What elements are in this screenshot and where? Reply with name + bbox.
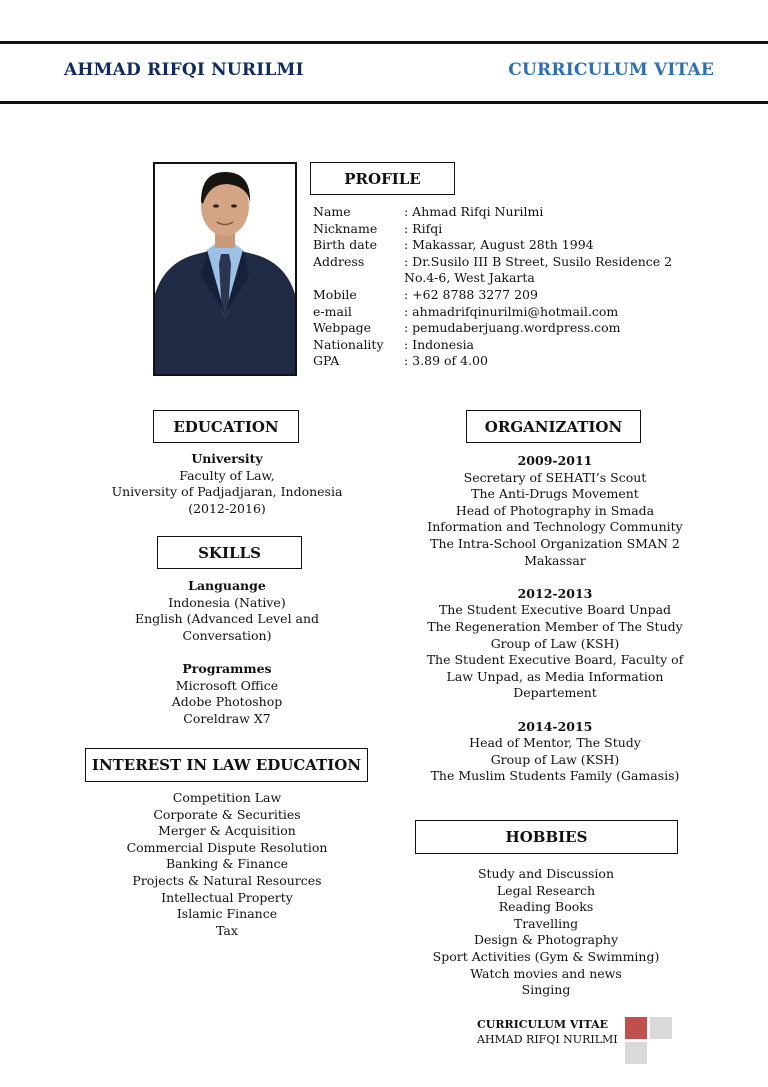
footer-square-red <box>625 1017 647 1039</box>
footer-square-grey <box>650 1017 672 1039</box>
portrait-illustration <box>155 164 295 374</box>
org-line: Makassar <box>524 552 586 568</box>
profile-row <box>313 237 674 254</box>
language-line: Conversation) <box>182 627 272 643</box>
profile-label: Nickname <box>313 220 378 236</box>
org-line: The Muslim Students Family (Gamasis) <box>430 768 680 784</box>
education-line: University of Padjadjaran, Indonesia <box>111 484 343 500</box>
profile-label: Birth date <box>313 237 378 253</box>
profile-row <box>313 221 674 238</box>
education-line: (2012-2016) <box>188 500 266 516</box>
org-line: Group of Law (KSH) <box>490 635 620 651</box>
org-line: The Intra-School Organization SMAN 2 <box>430 535 680 551</box>
language-line: Indonesia (Native) <box>168 594 286 610</box>
top-rule <box>0 41 768 44</box>
interest-line: Tax <box>216 922 238 938</box>
profile-row <box>313 353 674 370</box>
profile-row <box>313 270 674 287</box>
interest-line: Islamic Finance <box>176 906 278 922</box>
profile-heading: PROFILE <box>310 162 455 195</box>
profile-table <box>313 204 674 370</box>
hobby-line: Sport Activities (Gym & Swimming) <box>432 948 660 964</box>
interest-heading: INTEREST IN LAW EDUCATION <box>85 748 368 782</box>
profile-row <box>313 320 674 337</box>
organization-section <box>420 453 690 785</box>
footer-block <box>477 1017 618 1047</box>
footer-title: CURRICULUM VITAE <box>477 1018 609 1031</box>
education-heading: EDUCATION <box>153 410 299 443</box>
profile-row <box>313 254 674 271</box>
footer-name: AHMAD RIFQI NURILMI <box>477 1033 618 1046</box>
interest-line: Projects & Natural Resources <box>132 872 322 888</box>
programme-line: Adobe Photoshop <box>171 694 283 710</box>
profile-label: Webpage <box>313 320 372 336</box>
org-line: Information and Technology Community <box>427 519 683 535</box>
org-line: Secretary of SEHATI’s Scout <box>463 469 647 485</box>
programme-line: Microsoft Office <box>175 677 279 693</box>
header-bottom-rule <box>0 101 768 104</box>
profile-label: e-mail <box>313 303 352 319</box>
hobby-line: Singing <box>521 982 571 998</box>
hobby-line: Reading Books <box>498 899 594 915</box>
programme-line: Coreldraw X7 <box>183 710 271 726</box>
profile-value: : Ahmad Rifqi Nurilmi <box>404 204 544 219</box>
org-line: The Student Executive Board Unpad <box>438 602 672 618</box>
footer-square-grey <box>625 1042 647 1064</box>
org-line: The Anti-Drugs Movement <box>471 486 639 502</box>
interest-line: Corporate & Securities <box>153 806 301 822</box>
profile-row <box>313 304 674 321</box>
org-line: Departement <box>513 685 597 701</box>
profile-value: : Makassar, August 28th 1994 <box>404 237 594 253</box>
candidate-name: AHMAD RIFQI NURILMI <box>64 60 304 80</box>
profile-label: Name <box>313 204 351 219</box>
profile-value: : 3.89 of 4.00 <box>404 353 488 369</box>
interest-line: Banking & Finance <box>165 856 288 872</box>
profile-value: : +62 8788 3277 209 <box>404 286 538 302</box>
org-line: Law Unpad, as Media Information <box>446 668 664 684</box>
document-title: CURRICULUM VITAE <box>508 60 714 80</box>
interest-line: Competition Law <box>172 790 282 805</box>
profile-row <box>313 287 674 304</box>
org-line: Group of Law (KSH) <box>490 751 620 767</box>
profile-value: : Indonesia <box>404 336 475 352</box>
skills-heading: SKILLS <box>157 536 302 569</box>
hobbies-section <box>420 866 672 999</box>
interest-line: Merger & Acquisition <box>158 823 296 839</box>
hobby-line: Design & Photography <box>473 932 619 948</box>
profile-value: : Rifqi <box>404 220 443 236</box>
profile-value: : ahmadrifqinurilmi@hotmail.com <box>404 303 619 319</box>
profile-value: : Dr.Susilo III B Street, Susilo Residence 2 <box>404 253 673 269</box>
skills-section <box>100 578 354 727</box>
profile-label: GPA <box>313 353 340 369</box>
profile-label <box>313 270 404 287</box>
hobby-line: Travelling <box>513 915 579 931</box>
hobbies-heading: HOBBIES <box>415 820 678 854</box>
interest-line: Intellectual Property <box>161 889 293 905</box>
profile-value: : pemudaberjuang.wordpress.com <box>404 320 621 336</box>
education-line: Faculty of Law, <box>179 467 275 483</box>
org-line: The Student Executive Board, Faculty of <box>426 652 684 668</box>
education-title: University <box>191 451 263 466</box>
programmes-title: Programmes <box>182 660 272 676</box>
hobby-line: Watch movies and news <box>470 965 622 981</box>
profile-label: Mobile <box>313 286 357 302</box>
organization-heading: ORGANIZATION <box>466 410 641 443</box>
profile-row <box>313 337 674 354</box>
profile-value: No.4-6, West Jakarta <box>404 270 535 286</box>
org-period-years: 2012-2013 <box>517 585 593 601</box>
org-period-years: 2009-2011 <box>517 453 593 468</box>
profile-label: Nationality <box>313 336 384 352</box>
org-line: Head of Mentor, The Study <box>469 735 641 751</box>
profile-label: Address <box>313 253 365 269</box>
language-line: English (Advanced Level and <box>134 611 320 627</box>
language-title: Languange <box>188 578 266 593</box>
profile-row <box>313 204 674 221</box>
education-section <box>100 451 354 517</box>
org-period-years: 2014-2015 <box>517 718 593 734</box>
portrait-photo <box>153 162 297 376</box>
hobby-line: Study and Discussion <box>477 866 615 881</box>
org-line: The Regeneration Member of The Study <box>427 618 683 634</box>
interest-line: Commercial Dispute Resolution <box>126 839 328 855</box>
org-line: Head of Photography in Smada <box>455 502 655 518</box>
interest-section <box>100 790 354 939</box>
hobby-line: Legal Research <box>496 882 596 898</box>
